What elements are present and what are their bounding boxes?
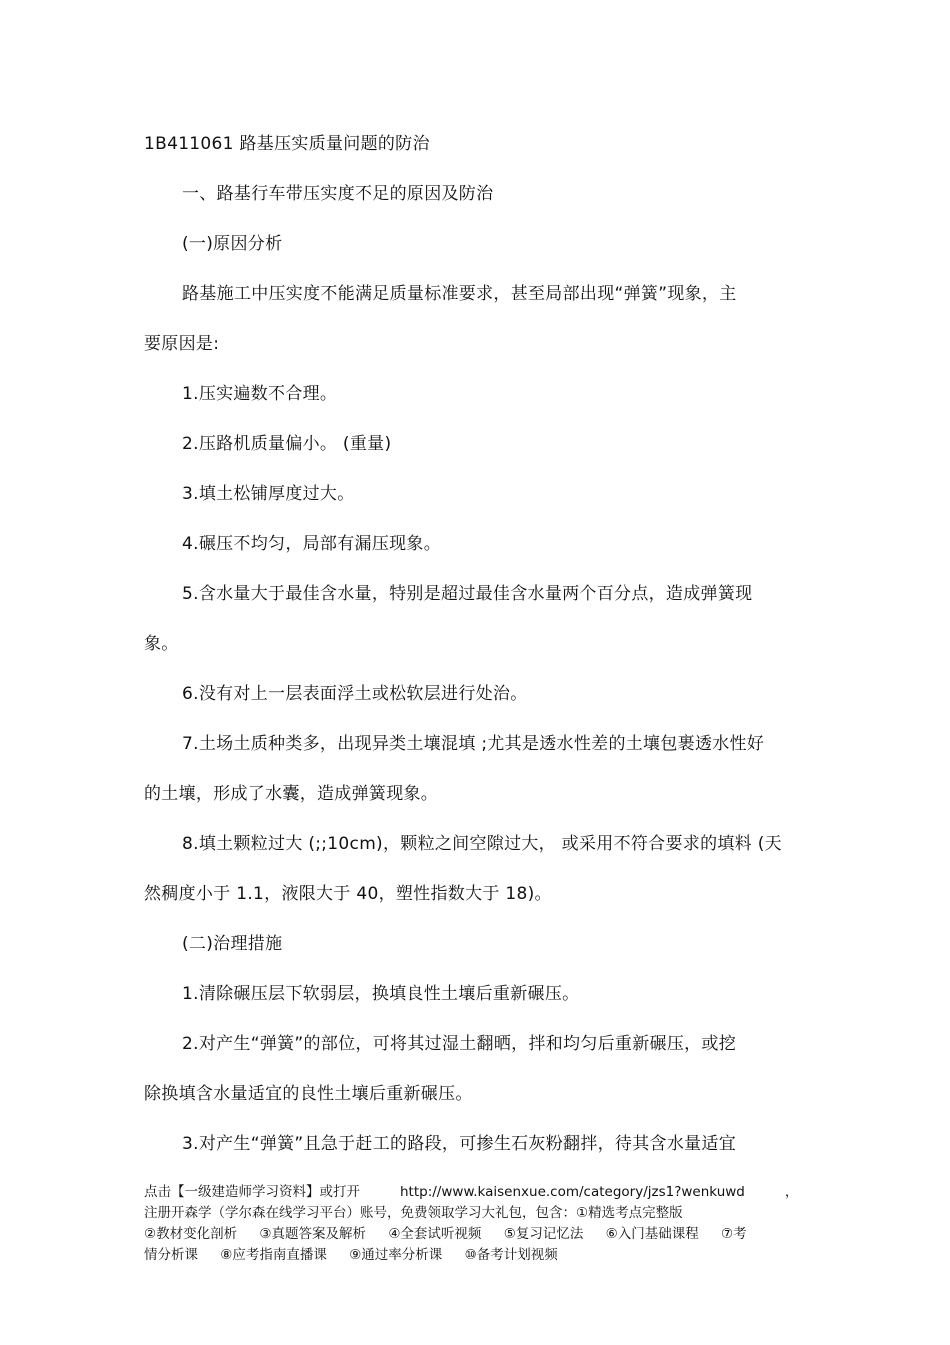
list-item: 8.填土颗粒过大 (;;10cm)，颗粒之间空隙过大， 或采用不符合要求的填料 (天 — [182, 834, 782, 854]
list-item: 2.对产生“弹簧”的部位，可将其过湿土翻晒，拌和均匀后重新碾压，或挖 — [182, 1034, 737, 1054]
promo-footer — [144, 1182, 809, 1266]
footer-item: ⑨通过率分析课 — [349, 1247, 443, 1263]
footer-line-1 — [144, 1182, 809, 1203]
list-item-continuation: 的土壤，形成了水囊，造成弹簧现象。 — [144, 784, 439, 804]
list-item-continuation: 然稠度小于 1.1，液限大于 40，塑性指数大于 18)。 — [144, 884, 552, 904]
footer-line-2: 注册开森学（学尔森在线学习平台）账号，免费领取学习大礼包，包含：①精选考点完整版 — [144, 1205, 683, 1221]
list-item-continuation: 象。 — [144, 634, 179, 654]
footer-item: ⑥入门基础课程 — [605, 1226, 699, 1242]
footer-item: ⑧应考指南直播课 — [220, 1247, 327, 1263]
list-item: 2.压路机质量偏小。 (重量) — [182, 434, 392, 454]
list-item-continuation: 除换填含水量适宜的良性土壤后重新碾压。 — [144, 1084, 473, 1104]
subsection-title: (二)治理措施 — [182, 934, 283, 954]
list-item: 6.没有对上一层表面浮土或松软层进行处治。 — [182, 684, 528, 704]
footer-comma: ， — [784, 1184, 799, 1200]
paragraph-line: 要原因是: — [144, 334, 220, 354]
list-item: 1.压实遍数不合理。 — [182, 384, 338, 404]
footer-item: ⑩备考计划视频 — [464, 1247, 558, 1263]
footer-item: ⑦考 — [721, 1226, 747, 1242]
footer-item: 情分析课 — [144, 1247, 198, 1263]
footer-prefix: 点击【一级建造师学习资料】或打开 — [144, 1184, 360, 1200]
footer-item: ⑤复习记忆法 — [503, 1226, 584, 1242]
list-item: 3.填土松铺厚度过大。 — [182, 484, 355, 504]
section-title: 一、路基行车带压实度不足的原因及防治 — [182, 184, 494, 204]
section-heading: 1B411061 路基压实质量问题的防治 — [144, 134, 430, 154]
subsection-title: (一)原因分析 — [182, 234, 283, 254]
footer-item: ②教材变化剖析 — [144, 1226, 238, 1242]
footer-line-4 — [144, 1245, 809, 1266]
paragraph-line: 路基施工中压实度不能满足质量标准要求，甚至局部出现“弹簧”现象，主 — [182, 284, 737, 304]
footer-line-3 — [144, 1224, 809, 1245]
list-item: 5.含水量大于最佳含水量，特别是超过最佳含水量两个百分点，造成弹簧现 — [182, 584, 753, 604]
footer-url-link[interactable]: http://www.kaisenxue.com/category/jzs1?wenkuwd — [400, 1184, 745, 1200]
list-item: 1.清除碾压层下软弱层，换填良性土壤后重新碾压。 — [182, 984, 580, 1004]
footer-item: ③真题答案及解析 — [259, 1226, 367, 1242]
list-item: 3.对产生“弹簧”且急于赶工的路段，可掺生石灰粉翻拌，待其含水量适宜 — [182, 1134, 737, 1154]
list-item: 4.碾压不均匀，局部有漏压现象。 — [182, 534, 442, 554]
footer-item: ④全套试听视频 — [388, 1226, 482, 1242]
list-item: 7.土场土质种类多，出现异类土壤混填 ;尤其是透水性差的土壤包裹透水性好 — [182, 734, 765, 754]
